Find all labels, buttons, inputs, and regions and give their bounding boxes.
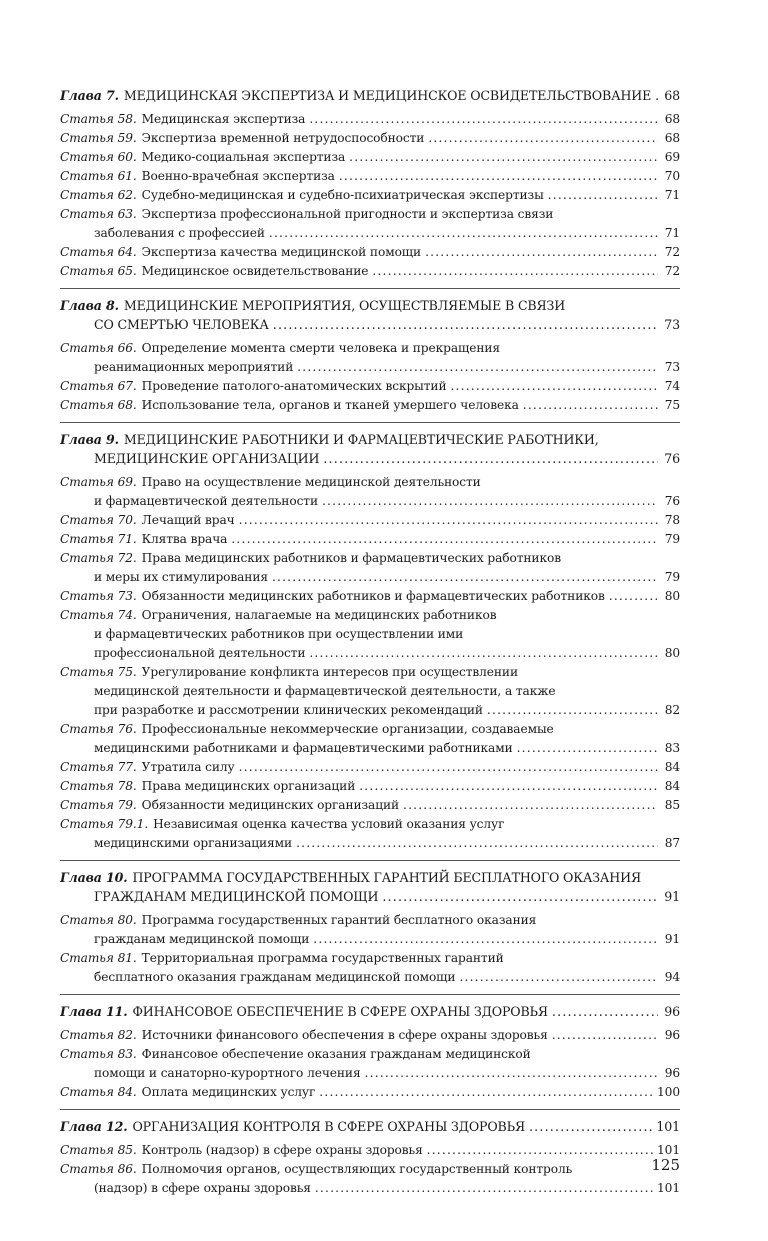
dot-leader [349, 148, 658, 167]
article-title: Экспертиза временной нетрудоспособности [141, 131, 425, 145]
chapter-title: МЕДИЦИНСКИЕ МЕРОПРИЯТИЯ, ОСУЩЕСТВЛЯЕМЫЕ В СВЯЗИ [123, 298, 566, 313]
dot-leader [239, 511, 658, 530]
article-label: Статья 59. [60, 131, 137, 145]
toc-line [60, 887, 680, 906]
toc-line [60, 148, 680, 167]
article-entry [60, 377, 680, 396]
article-entry [60, 606, 680, 663]
dot-leader [529, 1117, 652, 1136]
dot-leader [319, 1083, 653, 1102]
article-title: (надзор) в сфере охраны здоровья [94, 1181, 311, 1195]
dot-leader [552, 1002, 658, 1021]
toc-line [60, 644, 680, 663]
article-label: Статья 82. [60, 1028, 137, 1042]
chapter-label: Глава 8. [60, 298, 119, 313]
toc-line [60, 1179, 680, 1198]
dot-leader [427, 1141, 653, 1160]
dot-leader [273, 315, 658, 334]
chapter-title: ГРАЖДАНАМ МЕДИЦИНСКОЙ ПОМОЩИ [94, 889, 379, 904]
page-ref: 84 [664, 779, 680, 793]
page-ref: 69 [664, 150, 680, 164]
article-entry [60, 511, 680, 530]
chapter-section [60, 86, 680, 281]
page-ref: 100 [657, 1085, 680, 1099]
article-title: Финансовое обеспечение оказания гражданам медицинской [141, 1047, 531, 1061]
article-label: Статья 62. [60, 188, 137, 202]
toc-line [60, 1141, 680, 1160]
dot-leader [372, 262, 658, 281]
dot-leader [548, 186, 658, 205]
toc-line [60, 492, 680, 511]
page-ref: 73 [664, 317, 680, 332]
chapter-heading [60, 1002, 680, 1021]
article-title: Территориальная программа государственных гарантий [141, 951, 504, 965]
toc-line [60, 815, 680, 834]
article-title: Оплата медицинских услуг [141, 1085, 316, 1099]
chapter-heading [60, 430, 680, 468]
page-ref: 68 [664, 112, 680, 126]
dot-leader [313, 930, 658, 949]
toc-line [60, 339, 680, 358]
dot-leader [365, 1064, 658, 1083]
dot-leader [323, 449, 658, 468]
toc-line [60, 449, 680, 468]
toc-line [60, 701, 680, 720]
article-title: Судебно-медицинская и судебно-психиатрическая экспертизы [141, 188, 544, 202]
dot-leader [359, 777, 658, 796]
article-entry [60, 530, 680, 549]
toc-line [60, 663, 680, 682]
chapter-label: Глава 11. [60, 1004, 128, 1019]
dot-leader [231, 530, 658, 549]
toc-line [60, 530, 680, 549]
article-title: Обязанности медицинских работников и фармацевтических работников [141, 589, 605, 603]
chapter-title: МЕДИЦИНСКИЕ РАБОТНИКИ И ФАРМАЦЕВТИЧЕСКИЕ РАБОТНИКИ, [123, 432, 599, 447]
article-entry [60, 949, 680, 987]
article-title: Военно-врачебная экспертиза [141, 169, 335, 183]
toc-line [60, 911, 680, 930]
dot-leader [552, 1026, 658, 1045]
article-label: Статья 86. [60, 1162, 137, 1176]
toc-line [60, 606, 680, 625]
chapter-section [60, 1109, 680, 1198]
toc-line [60, 430, 680, 449]
dot-leader [322, 492, 658, 511]
article-title: Права медицинских работников и фармацевтических работников [141, 551, 561, 565]
toc-line [60, 296, 680, 315]
page-ref: 68 [664, 88, 680, 103]
dot-leader [382, 887, 658, 906]
toc-line [60, 868, 680, 887]
dot-leader [272, 568, 658, 587]
toc-line [60, 720, 680, 739]
toc-line [60, 1160, 680, 1179]
chapter-section [60, 422, 680, 853]
page-ref: 79 [664, 532, 680, 546]
article-entry [60, 549, 680, 587]
chapter-section [60, 860, 680, 987]
article-title: Медико-социальная экспертиза [141, 150, 346, 164]
chapter-label: Глава 9. [60, 432, 119, 447]
article-label: Статья 80. [60, 913, 137, 927]
article-entry [60, 186, 680, 205]
article-title: реанимационных мероприятий [94, 360, 294, 374]
dot-leader [428, 129, 658, 148]
article-title: бесплатного оказания гражданам медицинской помощи [94, 970, 456, 984]
article-entry [60, 758, 680, 777]
page-ref: 91 [664, 932, 680, 946]
page-ref: 73 [664, 360, 680, 374]
article-label: Статья 74. [60, 608, 137, 622]
article-label: Статья 81. [60, 951, 137, 965]
article-title: Определение момента смерти человека и прекращения [141, 341, 500, 355]
article-label: Статья 58. [60, 112, 137, 126]
toc-line [60, 1026, 680, 1045]
toc-line [60, 1064, 680, 1083]
article-title: Утратила силу [141, 760, 235, 774]
article-entry [60, 205, 680, 243]
article-title: Обязанности медицинских организаций [141, 798, 400, 812]
article-entry [60, 815, 680, 853]
dot-leader [403, 796, 658, 815]
article-entry [60, 473, 680, 511]
article-entry [60, 911, 680, 949]
toc-line [60, 758, 680, 777]
article-title: медицинскими организациями [94, 836, 293, 850]
article-title: Ограничения, налагаемые на медицинских работников [141, 608, 497, 622]
page-ref: 76 [664, 494, 680, 508]
article-label: Статья 63. [60, 207, 137, 221]
article-entry [60, 1045, 680, 1083]
chapter-heading [60, 868, 680, 906]
article-label: Статья 73. [60, 589, 137, 603]
page-ref: 72 [664, 264, 680, 278]
article-label: Статья 78. [60, 779, 137, 793]
page-number: 125 [651, 1156, 680, 1174]
dot-leader [459, 968, 658, 987]
article-title: гражданам медицинской помощи [94, 932, 310, 946]
chapter-title: ПРОГРАММА ГОСУДАРСТВЕННЫХ ГАРАНТИЙ БЕСПЛАТНОГО ОКАЗАНИЯ [132, 870, 641, 885]
page-ref: 79 [664, 570, 680, 584]
article-title: Полномочия органов, осуществляющих государственный контроль [141, 1162, 573, 1176]
chapter-heading [60, 296, 680, 334]
article-entry [60, 1141, 680, 1160]
article-title: Профессиональные некоммерческие организации, создаваемые [141, 722, 554, 736]
toc-line [60, 262, 680, 281]
page-ref: 82 [664, 703, 680, 717]
chapter-title: ОРГАНИЗАЦИЯ КОНТРОЛЯ В СФЕРЕ ОХРАНЫ ЗДОРОВЬЯ [132, 1119, 525, 1134]
page-ref: 70 [664, 169, 680, 183]
dot-leader [297, 358, 658, 377]
dot-leader [339, 167, 658, 186]
chapter-title: ФИНАНСОВОЕ ОБЕСПЕЧЕНИЕ В СФЕРЕ ОХРАНЫ ЗДОРОВЬЯ [132, 1004, 548, 1019]
page-ref: 101 [656, 1119, 680, 1134]
toc-line [60, 682, 680, 701]
table-of-contents [60, 86, 680, 1198]
article-entry [60, 148, 680, 167]
dot-leader [309, 110, 658, 129]
article-label: Статья 60. [60, 150, 137, 164]
chapter-label: Глава 12. [60, 1119, 128, 1134]
article-entry [60, 110, 680, 129]
chapter-section [60, 994, 680, 1102]
article-label: Статья 69. [60, 475, 137, 489]
article-label: Статья 75. [60, 665, 137, 679]
page-ref: 85 [664, 798, 680, 812]
article-label: Статья 79.1. [60, 817, 149, 831]
article-title: медицинскими работниками и фармацевтическими работниками [94, 741, 513, 755]
article-title: при разработке и рассмотрении клинических рекомендаций [94, 703, 483, 717]
toc-line [60, 1117, 680, 1136]
article-label: Статья 70. [60, 513, 137, 527]
article-label: Статья 85. [60, 1143, 137, 1157]
chapter-title: МЕДИЦИНСКИЕ ОРГАНИЗАЦИИ [94, 451, 320, 466]
page-ref: 101 [657, 1181, 680, 1195]
article-title: Независимая оценка качества условий оказания услуг [153, 817, 505, 831]
article-title: и меры их стимулирования [94, 570, 268, 584]
article-label: Статья 76. [60, 722, 137, 736]
dot-leader [309, 644, 658, 663]
dot-leader [655, 86, 658, 105]
page-ref: 80 [664, 646, 680, 660]
toc-line [60, 1083, 680, 1102]
article-title: помощи и санаторно-курортного лечения [94, 1066, 361, 1080]
page-ref: 72 [664, 245, 680, 259]
article-entry [60, 796, 680, 815]
article-label: Статья 61. [60, 169, 137, 183]
article-title: Медицинская экспертиза [141, 112, 306, 126]
toc-line [60, 396, 680, 415]
dot-leader [609, 587, 658, 606]
toc-line [60, 777, 680, 796]
article-title: и фармацевтических работников при осуществлении ими [94, 627, 464, 641]
article-title: Право на осуществление медицинской деятельности [141, 475, 481, 489]
toc-line [60, 205, 680, 224]
article-entry [60, 339, 680, 377]
toc-line [60, 739, 680, 758]
article-label: Статья 72. [60, 551, 137, 565]
toc-line [60, 511, 680, 530]
article-title: Источники финансового обеспечения в сфере охраны здоровья [141, 1028, 548, 1042]
page-ref: 91 [664, 889, 680, 904]
article-title: Урегулирование конфликта интересов при осуществлении [141, 665, 518, 679]
toc-line [60, 930, 680, 949]
chapter-label: Глава 10. [60, 870, 128, 885]
article-label: Статья 84. [60, 1085, 137, 1099]
chapter-title: МЕДИЦИНСКАЯ ЭКСПЕРТИЗА И МЕДИЦИНСКОЕ ОСВИДЕТЕЛЬСТВОВАНИЕ [123, 88, 652, 103]
dot-leader [296, 834, 658, 853]
toc-line [60, 549, 680, 568]
toc-line [60, 968, 680, 987]
page-ref: 87 [664, 836, 680, 850]
chapter-title: СО СМЕРТЬЮ ЧЕЛОВЕКА [94, 317, 269, 332]
article-entry [60, 720, 680, 758]
dot-leader [523, 396, 658, 415]
toc-line [60, 949, 680, 968]
article-entry [60, 243, 680, 262]
page-ref: 84 [664, 760, 680, 774]
article-title: Экспертиза качества медицинской помощи [141, 245, 422, 259]
article-entry [60, 1026, 680, 1045]
chapter-heading [60, 1117, 680, 1136]
dot-leader [425, 243, 658, 262]
page-ref: 83 [664, 741, 680, 755]
article-label: Статья 77. [60, 760, 137, 774]
dot-leader [487, 701, 658, 720]
article-entry [60, 587, 680, 606]
article-entry [60, 167, 680, 186]
toc-line [60, 315, 680, 334]
toc-line [60, 110, 680, 129]
page-ref: 101 [657, 1143, 680, 1157]
article-title: Экспертиза профессиональной пригодности и экспертиза связи [141, 207, 554, 221]
article-entry [60, 262, 680, 281]
toc-line [60, 129, 680, 148]
article-entry [60, 396, 680, 415]
article-label: Статья 66. [60, 341, 137, 355]
dot-leader [315, 1179, 653, 1198]
article-label: Статья 83. [60, 1047, 137, 1061]
page-ref: 74 [664, 379, 680, 393]
article-title: Медицинское освидетельствование [141, 264, 369, 278]
dot-leader [517, 739, 658, 758]
article-label: Статья 65. [60, 264, 137, 278]
toc-line [60, 625, 680, 644]
toc-line [60, 186, 680, 205]
article-entry [60, 1160, 680, 1198]
toc-line [60, 834, 680, 853]
article-label: Статья 68. [60, 398, 137, 412]
page-ref: 68 [664, 131, 680, 145]
toc-line [60, 473, 680, 492]
toc-line [60, 796, 680, 815]
article-entry [60, 777, 680, 796]
page-ref: 75 [664, 398, 680, 412]
article-entry [60, 1083, 680, 1102]
chapter-heading [60, 86, 680, 105]
dot-leader [239, 758, 658, 777]
toc-line [60, 224, 680, 243]
article-label: Статья 79. [60, 798, 137, 812]
dot-leader [450, 377, 658, 396]
toc-line [60, 243, 680, 262]
page-ref: 78 [664, 513, 680, 527]
article-title: Лечащий врач [141, 513, 235, 527]
article-entry [60, 663, 680, 720]
page-ref: 94 [664, 970, 680, 984]
page-ref: 76 [664, 451, 680, 466]
chapter-label: Глава 7. [60, 88, 119, 103]
article-label: Статья 64. [60, 245, 137, 259]
page-ref: 71 [664, 188, 680, 202]
article-title: профессиональной деятельности [94, 646, 306, 660]
toc-line [60, 587, 680, 606]
article-title: медицинской деятельности и фармацевтической деятельности, а также [94, 684, 556, 698]
toc-line [60, 1002, 680, 1021]
article-title: Контроль (надзор) в сфере охраны здоровья [141, 1143, 423, 1157]
page-ref: 96 [664, 1066, 680, 1080]
page-ref: 96 [664, 1028, 680, 1042]
toc-line [60, 167, 680, 186]
article-label: Статья 67. [60, 379, 137, 393]
page-ref: 71 [664, 226, 680, 240]
toc-line [60, 377, 680, 396]
chapter-section [60, 288, 680, 415]
dot-leader [269, 224, 658, 243]
toc-line [60, 1045, 680, 1064]
page-ref: 80 [664, 589, 680, 603]
article-title: Права медицинских организаций [141, 779, 356, 793]
article-title: заболевания с профессией [94, 226, 265, 240]
article-title: и фармацевтической деятельности [94, 494, 318, 508]
article-title: Программа государственных гарантий бесплатного оказания [141, 913, 537, 927]
toc-line [60, 86, 680, 105]
article-label: Статья 71. [60, 532, 137, 546]
toc-line [60, 358, 680, 377]
article-title: Использование тела, органов и тканей умершего человека [141, 398, 519, 412]
article-title: Клятва врача [141, 532, 228, 546]
article-entry [60, 129, 680, 148]
page-ref: 96 [664, 1004, 680, 1019]
article-title: Проведение патолого-анатомических вскрытий [141, 379, 447, 393]
toc-line [60, 568, 680, 587]
